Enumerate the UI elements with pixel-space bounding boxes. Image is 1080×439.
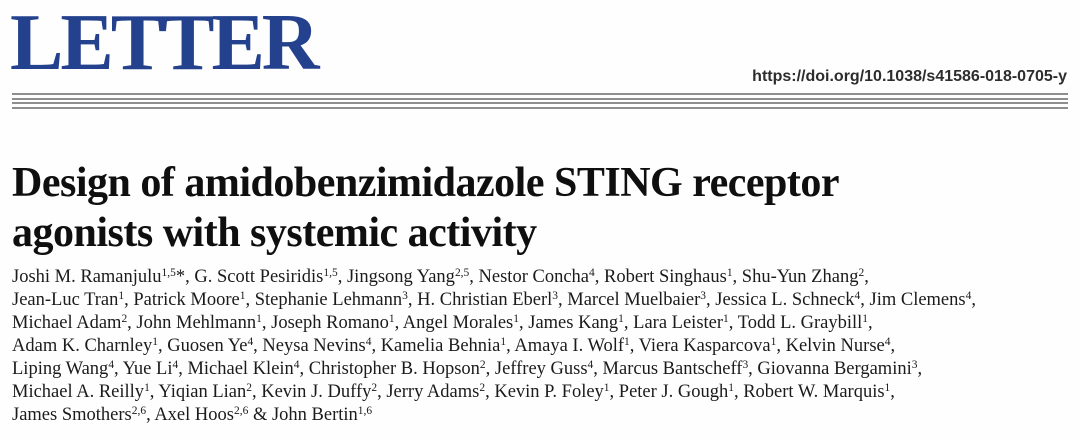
affiliation-superscript: 1	[256, 313, 262, 326]
author-separator: ,	[728, 313, 738, 333]
author-name: Stephanie Lehmann	[254, 290, 403, 310]
affiliation-superscript: 1	[884, 382, 891, 395]
affiliation-superscript: 3	[552, 290, 558, 303]
author-name: Michael Klein	[187, 359, 294, 379]
author-name: Liping Wang	[12, 359, 109, 379]
affiliation-superscript: 4	[884, 336, 891, 349]
affiliation-superscript: 4	[108, 359, 115, 372]
author-name: James Kang	[528, 313, 619, 333]
author-separator: *,	[175, 267, 195, 287]
author-name: John Bertin	[271, 405, 358, 425]
affiliation-superscript: 1	[513, 313, 519, 326]
author-separator: ,	[299, 359, 309, 379]
author-separator: ,	[114, 359, 123, 379]
author-name: Michael Adam	[12, 313, 122, 333]
author-line	[12, 358, 976, 381]
affiliation-superscript: 1	[500, 336, 507, 349]
author-separator: ,	[890, 336, 896, 356]
author-separator: ,	[127, 313, 137, 333]
author-separator: ,	[178, 359, 188, 379]
affiliation-superscript: 4	[587, 359, 594, 372]
author-name: Christopher B. Hopson	[308, 359, 480, 379]
affiliation-superscript: 1	[603, 382, 610, 395]
author-name: Kevin P. Foley	[494, 382, 604, 402]
author-name: Robert Singhaus	[603, 267, 727, 287]
author-list	[12, 266, 976, 427]
author-separator: ,	[558, 290, 568, 310]
author-separator: ,	[623, 313, 634, 333]
affiliation-superscript: 3	[402, 290, 408, 303]
author-separator: ,	[371, 336, 381, 356]
article-type-masthead: LETTER	[10, 0, 317, 87]
author-name: H. Christian Eberl	[417, 290, 553, 310]
author-name: Jean-Luc Tran	[12, 290, 119, 310]
affiliation-superscript: 4	[965, 290, 972, 303]
affiliation-superscript: 1	[728, 382, 734, 395]
author-separator: ,	[149, 382, 159, 402]
affiliation-superscript: 1	[144, 382, 150, 395]
author-separator: ,	[609, 382, 619, 402]
author-separator: ,	[864, 267, 869, 287]
affiliation-superscript: 4	[172, 359, 179, 372]
author-name: Kamelia Behnia	[380, 336, 501, 356]
affiliation-superscript: 3	[742, 359, 749, 372]
author-name: Shu-Yun Zhang	[741, 267, 859, 287]
paper-title-line-1: Design of amidobenzimidazole STING receptor	[12, 160, 839, 206]
author-name: Kevin J. Duffy	[261, 382, 372, 402]
author-name: Angel Morales	[402, 313, 514, 333]
author-name: Neysa Nevins	[262, 336, 366, 356]
author-name: James Smothers	[12, 405, 132, 425]
author-separator: ,	[594, 267, 604, 287]
author-separator: ,	[917, 359, 923, 379]
author-separator: ,	[245, 290, 255, 310]
author-separator: ,	[485, 382, 495, 402]
author-name: Jim Clemens	[869, 290, 966, 310]
affiliation-superscript: 1	[726, 267, 733, 280]
affiliation-superscript: 2,6	[233, 405, 249, 418]
author-separator: ,	[868, 313, 873, 333]
author-separator: ,	[394, 313, 403, 333]
affiliation-superscript: 3	[911, 359, 918, 372]
author-separator: &	[248, 405, 272, 425]
author-name: Yue Li	[122, 359, 173, 379]
affiliation-superscript: 4	[589, 267, 595, 280]
author-name: Patrick Moore	[133, 290, 240, 310]
author-separator: ,	[506, 336, 515, 356]
affiliation-superscript: 4	[854, 290, 861, 303]
author-name: Kelvin Nurse	[785, 336, 885, 356]
rule-line	[12, 107, 1068, 109]
author-separator: ,	[776, 336, 786, 356]
author-name: Amaya I. Wolf	[514, 336, 625, 356]
author-separator: ,	[733, 382, 744, 402]
author-separator: ,	[469, 267, 479, 287]
affiliation-superscript: 1	[862, 313, 869, 326]
author-separator: ,	[732, 267, 742, 287]
affiliation-superscript: 1	[723, 313, 729, 326]
header-rule-divider	[12, 93, 1068, 111]
author-name: Lara Leister	[633, 313, 724, 333]
rule-line	[12, 98, 1068, 100]
rule-line	[12, 102, 1068, 104]
author-line	[12, 312, 976, 335]
affiliation-superscript: 2	[858, 267, 865, 280]
affiliation-superscript: 1	[770, 336, 777, 349]
author-name: Nestor Concha	[478, 267, 589, 287]
author-separator: ,	[860, 290, 870, 310]
author-name: Peter J. Gough	[618, 382, 729, 402]
author-name: Axel Hoos	[154, 405, 234, 425]
affiliation-superscript: 3	[700, 290, 707, 303]
author-name: Viera Kasparcova	[638, 336, 771, 356]
affiliation-superscript: 4	[365, 336, 372, 349]
affiliation-superscript: 1	[152, 336, 158, 349]
author-separator: ,	[253, 336, 263, 356]
author-name: Jessica L. Schneck	[715, 290, 855, 310]
author-name: Michael A. Reilly	[12, 382, 145, 402]
author-separator: ,	[407, 290, 418, 310]
affiliation-superscript: 1	[118, 290, 125, 303]
author-separator: ,	[519, 313, 529, 333]
author-separator: ,	[971, 290, 976, 310]
author-name: Giovanna Bergamini	[757, 359, 912, 379]
doi-link[interactable]: https://doi.org/10.1038/s41586-018-0705-y	[752, 68, 1067, 85]
author-separator: ,	[485, 359, 495, 379]
author-name: Yiqian Lian	[158, 382, 247, 402]
author-name: Jeffrey Guss	[494, 359, 588, 379]
affiliation-superscript: 2,6	[131, 405, 147, 418]
author-separator: ,	[124, 290, 134, 310]
author-separator: ,	[629, 336, 639, 356]
affiliation-superscript: 2	[246, 382, 252, 395]
affiliation-superscript: 1,5	[323, 267, 338, 280]
author-line	[12, 381, 976, 404]
author-line	[12, 335, 976, 358]
author-separator: ,	[890, 382, 895, 402]
author-name: Marcel Muelbaier	[567, 290, 701, 310]
author-name: G. Scott Pesiridis	[194, 267, 324, 287]
author-line	[12, 266, 976, 289]
affiliation-superscript: 2	[479, 359, 486, 372]
affiliation-superscript: 2	[121, 313, 128, 326]
author-separator: ,	[377, 382, 387, 402]
author-name: Joshi M. Ramanjulu	[12, 267, 162, 287]
author-name: Robert W. Marquis	[743, 382, 885, 402]
affiliation-superscript: 1	[624, 336, 630, 349]
affiliation-superscript: 4	[247, 336, 254, 349]
author-separator: ,	[146, 405, 155, 425]
author-name: John Mehlmann	[136, 313, 257, 333]
author-line	[12, 404, 976, 427]
affiliation-superscript: 2	[479, 382, 486, 395]
author-line	[12, 289, 976, 312]
affiliation-superscript: 1,6	[357, 405, 373, 418]
affiliation-superscript: 4	[293, 359, 300, 372]
author-name: Jingsong Yang	[346, 267, 455, 287]
paper-title	[12, 158, 839, 258]
author-separator: ,	[337, 267, 347, 287]
author-separator: ,	[261, 313, 272, 333]
affiliation-superscript: 2	[371, 382, 378, 395]
affiliation-superscript: 1	[388, 313, 395, 326]
paper-title-line-2: agonists with systemic activity	[12, 210, 537, 256]
author-name: Todd L. Graybill	[737, 313, 863, 333]
author-name: Joseph Romano	[271, 313, 389, 333]
author-name: Guosen Ye	[167, 336, 248, 356]
affiliation-superscript: 2,5	[454, 267, 470, 280]
affiliation-superscript: 1,5	[161, 267, 176, 280]
affiliation-superscript: 1	[239, 290, 246, 303]
author-separator: ,	[251, 382, 262, 402]
rule-line	[12, 93, 1068, 95]
affiliation-superscript: 1	[618, 313, 624, 326]
author-separator: ,	[593, 359, 603, 379]
author-separator: ,	[706, 290, 716, 310]
author-name: Marcus Bantscheff	[602, 359, 743, 379]
author-separator: ,	[748, 359, 758, 379]
author-name: Adam K. Charnley	[12, 336, 153, 356]
author-name: Jerry Adams	[386, 382, 480, 402]
author-separator: ,	[158, 336, 168, 356]
